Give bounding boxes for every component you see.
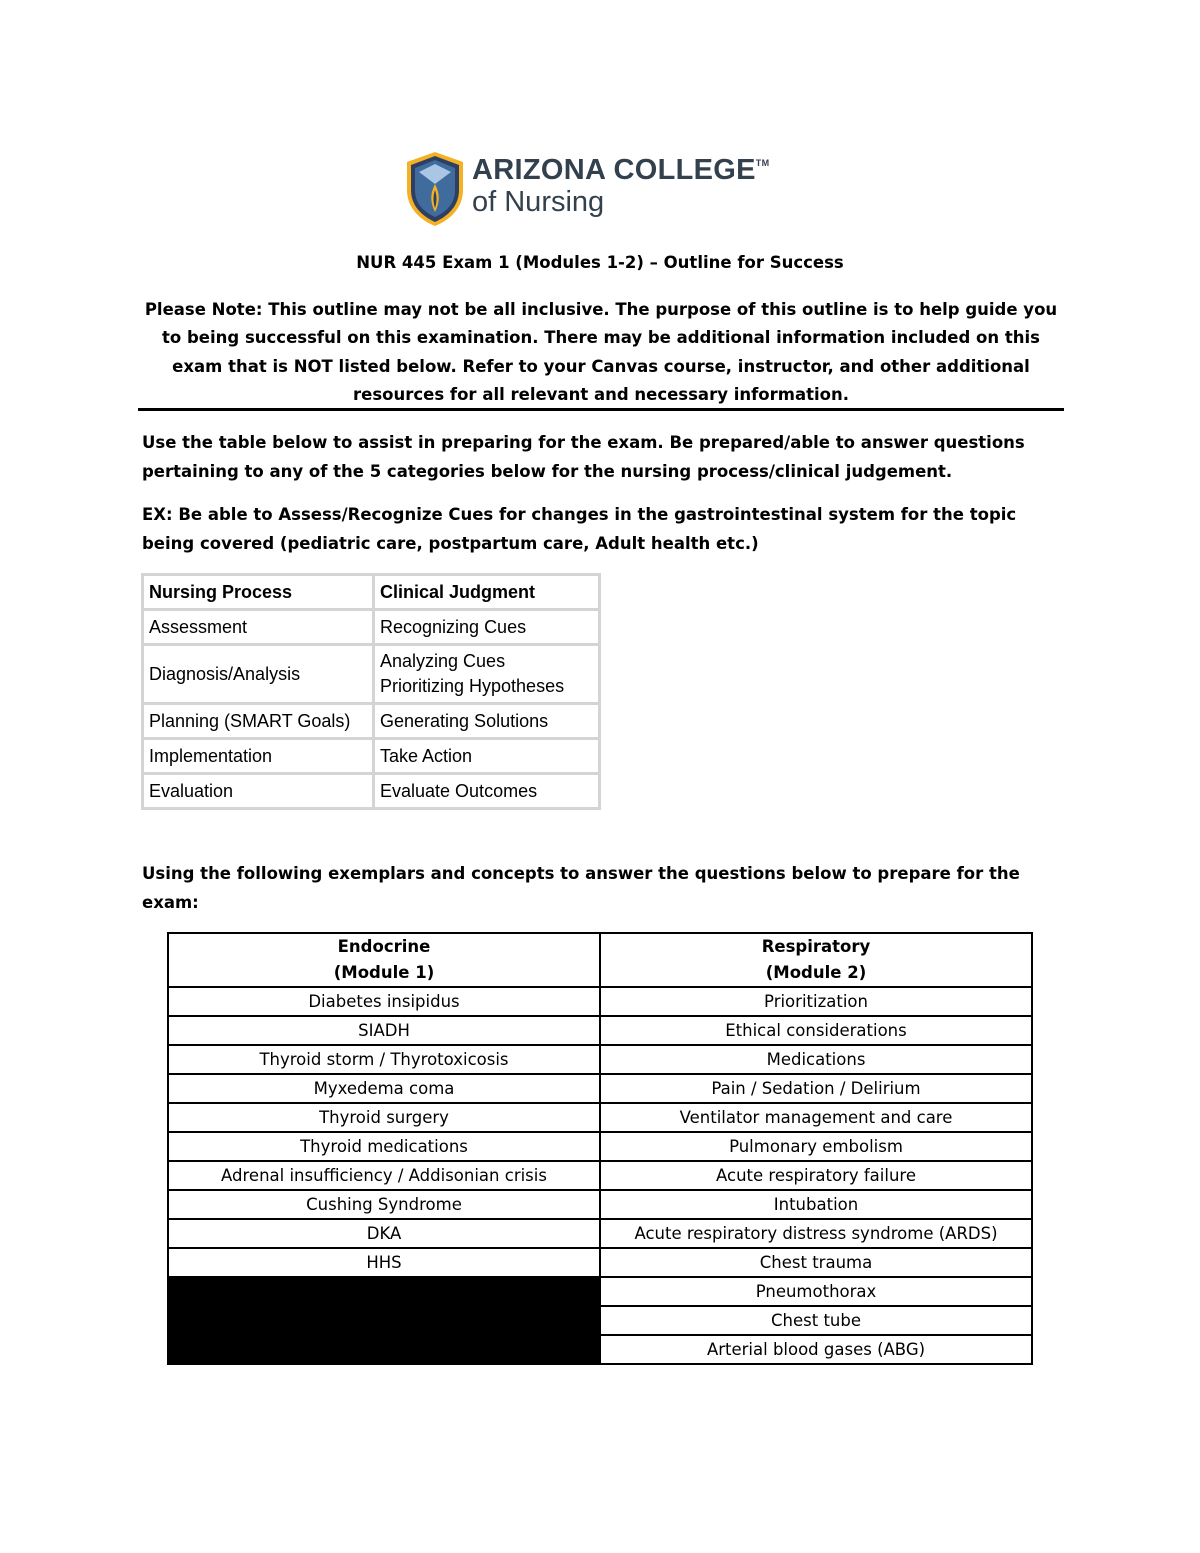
table-row xyxy=(168,1248,1032,1277)
process-cell: Implementation xyxy=(144,740,372,772)
respiratory-cell: Medications xyxy=(600,1045,1032,1074)
table-row xyxy=(168,1190,1032,1219)
respiratory-cell: Ethical considerations xyxy=(600,1016,1032,1045)
endocrine-cell: SIADH xyxy=(168,1016,600,1045)
header-endocrine xyxy=(168,933,600,987)
table-row xyxy=(144,611,598,643)
endocrine-cell: Thyroid surgery xyxy=(168,1103,600,1132)
table-row xyxy=(144,705,598,737)
endocrine-cell: DKA xyxy=(168,1219,600,1248)
judgment-cell xyxy=(375,646,598,702)
table-row xyxy=(168,1103,1032,1132)
endocrine-cell: Diabetes insipidus xyxy=(168,987,600,1016)
process-cell: Diagnosis/Analysis xyxy=(144,646,372,702)
table-header-row xyxy=(144,576,598,608)
respiratory-cell: Ventilator management and care xyxy=(600,1103,1032,1132)
endocrine-cell: Thyroid storm / Thyrotoxicosis xyxy=(168,1045,600,1074)
judgment-cell: Generating Solutions xyxy=(375,705,598,737)
blacked-out-cell xyxy=(168,1277,600,1364)
logo-name: ARIZONA COLLEGE™ xyxy=(472,154,770,186)
judgment-line: Prioritizing Hypotheses xyxy=(380,676,565,696)
header-respiratory-module: (Module 2) xyxy=(765,963,867,982)
respiratory-cell: Arterial blood gases (ABG) xyxy=(600,1335,1032,1364)
respiratory-cell: Pain / Sedation / Delirium xyxy=(600,1074,1032,1103)
table-row xyxy=(144,646,598,702)
endocrine-cell: Adrenal insufficiency / Addisonian crisis xyxy=(168,1161,600,1190)
table-row xyxy=(168,987,1032,1016)
header-nursing-process: Nursing Process xyxy=(144,576,372,608)
process-cell: Planning (SMART Goals) xyxy=(144,705,372,737)
document-title: NUR 445 Exam 1 (Modules 1-2) – Outline for Success xyxy=(356,253,844,272)
horizontal-divider xyxy=(138,408,1064,411)
table-row xyxy=(168,1016,1032,1045)
table-row xyxy=(168,1277,1032,1306)
header-endocrine-title: Endocrine xyxy=(337,937,431,956)
header-respiratory xyxy=(600,933,1032,987)
header-clinical-judgment: Clinical Judgment xyxy=(375,576,598,608)
respiratory-cell: Acute respiratory failure xyxy=(600,1161,1032,1190)
example-paragraph: EX: Be able to Assess/Recognize Cues for changes in the gastrointestinal system for the topic being covered (pediatric care, postpartum care, Adult health etc.) xyxy=(142,505,1017,553)
respiratory-cell: Prioritization xyxy=(600,987,1032,1016)
endocrine-cell: Thyroid medications xyxy=(168,1132,600,1161)
respiratory-cell: Acute respiratory distress syndrome (ARDS) xyxy=(600,1219,1032,1248)
exemplars-table xyxy=(167,932,1033,1365)
judgment-cell: Recognizing Cues xyxy=(375,611,598,643)
table-row xyxy=(168,1161,1032,1190)
intro-paragraph: Use the table below to assist in preparing for the exam. Be prepared/able to answer questions pertaining to any of the 5 categories below for the nursing process/clinical judgement. xyxy=(142,433,1025,481)
trademark-mark: TM xyxy=(755,158,770,168)
endocrine-cell: Cushing Syndrome xyxy=(168,1190,600,1219)
header-endocrine-module: (Module 1) xyxy=(333,963,435,982)
process-cell: Assessment xyxy=(144,611,372,643)
endocrine-cell: Myxedema coma xyxy=(168,1074,600,1103)
exemplars-intro: Using the following exemplars and concepts to answer the questions below to prepare for the exam: xyxy=(142,864,1020,912)
endocrine-cell: HHS xyxy=(168,1248,600,1277)
table-row xyxy=(168,1074,1032,1103)
judgment-cell: Evaluate Outcomes xyxy=(375,775,598,807)
table-row xyxy=(168,1045,1032,1074)
logo-subname: of Nursing xyxy=(472,186,605,218)
table-row xyxy=(144,775,598,807)
header-respiratory-title: Respiratory xyxy=(761,937,871,956)
respiratory-cell: Chest tube xyxy=(600,1306,1032,1335)
judgment-line: Analyzing Cues xyxy=(380,651,506,671)
respiratory-cell: Pulmonary embolism xyxy=(600,1132,1032,1161)
shield-logo-icon xyxy=(404,150,466,228)
nursing-process-table xyxy=(141,573,601,810)
college-logo xyxy=(404,150,804,230)
respiratory-cell: Intubation xyxy=(600,1190,1032,1219)
process-cell: Evaluation xyxy=(144,775,372,807)
table-row xyxy=(168,1219,1032,1248)
respiratory-cell: Chest trauma xyxy=(600,1248,1032,1277)
respiratory-cell: Pneumothorax xyxy=(600,1277,1032,1306)
disclaimer-note: Please Note: This outline may not be all inclusive. The purpose of this outline is to help guide you to being successful on this examination. There may be additional information included on this exam that is NOT listed below. Refer to your Canvas course, instructor, and other additional resources for all relevant and necessary information. xyxy=(144,300,1058,404)
table-row xyxy=(168,1132,1032,1161)
table-header-row xyxy=(168,933,1032,987)
table-row xyxy=(144,740,598,772)
judgment-cell: Take Action xyxy=(375,740,598,772)
